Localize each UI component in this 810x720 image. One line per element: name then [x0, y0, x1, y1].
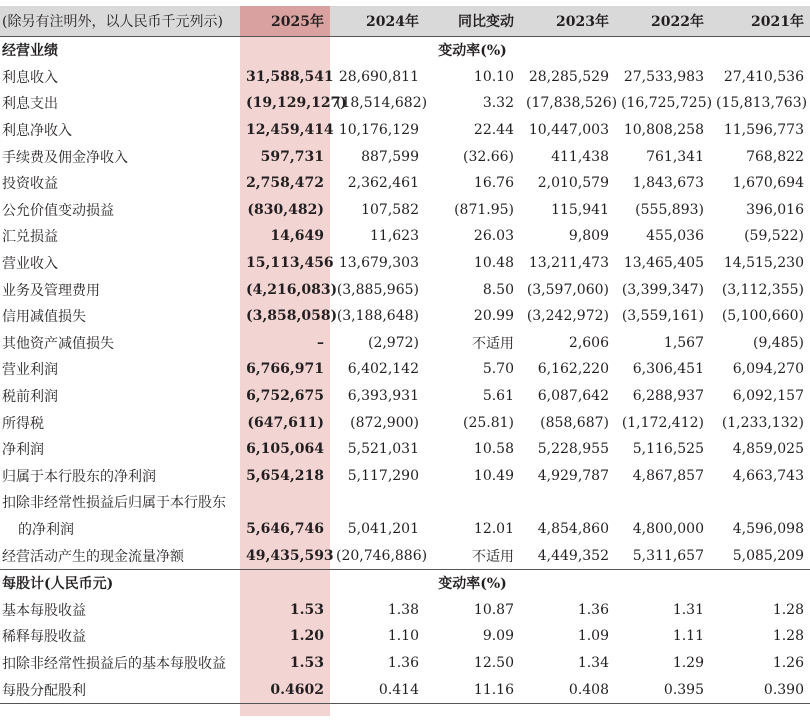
- row-label: 业务及管理费用: [2, 282, 100, 299]
- row-value-cell: (32.66): [462, 148, 514, 165]
- row-label: 利息收入: [2, 69, 58, 86]
- row-value-cell: 5,654,218: [246, 467, 324, 484]
- row-value-cell: 1.31: [672, 601, 704, 618]
- row-value-cell: 4,449,352: [537, 547, 609, 564]
- section-blank-cell: [520, 37, 615, 64]
- row-value-cell: 597,731: [260, 148, 324, 165]
- header-label: (除另有注明外，以人民币千元列示): [0, 6, 240, 37]
- row-value-cell: (3,885,965): [336, 281, 419, 298]
- row-value-cell: 11.16: [425, 676, 520, 703]
- row-value-cell: 10.58: [473, 441, 514, 458]
- table-row: [0, 436, 810, 463]
- table-row: [0, 623, 810, 650]
- row-value-cell: 5,521,031: [347, 441, 419, 458]
- row-value-cell: 8.50: [482, 281, 514, 298]
- row-value-cell: (3,858,058): [246, 308, 338, 325]
- row-label: 扣除非经常性损益后的基本每股收益: [2, 655, 226, 672]
- row-value-cell: 10.87: [473, 601, 514, 618]
- row-label: 营业利润: [2, 362, 58, 379]
- row-value-cell: 2,362,461: [347, 175, 419, 192]
- row-value-cell: 4,663,743: [732, 467, 804, 484]
- row-value-cell: 4,859,025: [732, 441, 804, 458]
- table-row: [0, 64, 810, 91]
- row-label: 净利润: [2, 442, 44, 459]
- section-title: 每股计(人民币元): [0, 569, 240, 596]
- row-value-cell: 1.34: [577, 654, 609, 671]
- table-row: [0, 143, 810, 170]
- row-value-cell: (4,216,083): [246, 281, 338, 298]
- row-label: 经营活动产生的现金流量净额: [2, 548, 184, 565]
- row-value-cell: (830,482): [247, 201, 324, 218]
- row-value-cell: 6,092,157: [732, 388, 804, 405]
- row-value-cell: 4,596,098: [732, 520, 804, 537]
- row-value-cell: 1.28: [772, 628, 804, 645]
- section-blank-cell: [520, 569, 615, 596]
- table-row: [0, 650, 810, 677]
- row-value-cell: (15,813,763): [716, 95, 808, 112]
- row-value-cell: 0.408: [520, 676, 615, 703]
- row-value-cell: 6,393,931: [347, 388, 419, 405]
- table-row: [0, 276, 810, 303]
- row-value-cell: 10.48: [473, 255, 514, 272]
- section-header-row: [0, 37, 810, 64]
- table-row: [0, 463, 810, 490]
- row-value-cell: 10,176,129: [338, 122, 419, 139]
- row-value-cell: 不适用: [472, 335, 514, 352]
- row-value-cell: 5,117,290: [347, 467, 419, 484]
- row-value-cell: 5,646,746: [246, 520, 324, 537]
- row-value-cell: 3.32: [482, 95, 514, 112]
- row-value-cell: 455,036: [646, 228, 704, 245]
- row-value-cell: (555,893): [635, 201, 704, 218]
- row-value-cell: 12,459,414: [246, 122, 334, 139]
- row-value-cell: 2,606: [568, 334, 609, 351]
- row-value-cell: (18,514,682): [336, 95, 428, 112]
- row-value-cell: (3,399,347): [621, 281, 704, 298]
- row-label: 每股分配股利: [0, 676, 240, 703]
- row-value-cell: (5,100,660): [721, 308, 804, 325]
- row-value-cell: 411,438: [551, 148, 609, 165]
- row-value-cell: 2,010,579: [537, 175, 609, 192]
- row-value-cell: 9,809: [568, 228, 609, 245]
- row-value-cell: (19,129,127): [246, 95, 347, 112]
- row-value-cell: 6,766,971: [246, 361, 324, 378]
- row-value-cell: 28,285,529: [528, 68, 609, 85]
- row-label: 归属于本行股东的净利润: [2, 468, 156, 485]
- row-value-cell: 5,311,657: [632, 547, 704, 564]
- section-blank-cell: [710, 37, 810, 64]
- row-value-cell: 9.09: [482, 628, 514, 645]
- table-row: [0, 90, 810, 117]
- section-blank-cell: [615, 569, 710, 596]
- row-value-cell: (25.81): [462, 414, 514, 431]
- row-label: 信用减值损失: [2, 309, 86, 326]
- header-year-2022: 2022年: [615, 6, 710, 37]
- row-value-cell: 28,690,811: [338, 68, 419, 85]
- row-label: 基本每股收益: [2, 602, 86, 619]
- row-value-cell: 4,854,860: [537, 520, 609, 537]
- row-label: 公允价值变动损益: [2, 202, 114, 219]
- row-value-cell: –: [317, 334, 324, 351]
- row-label: 税前利润: [2, 389, 58, 406]
- row-value-cell: 1.09: [577, 628, 609, 645]
- row-value-cell: 0.4602: [240, 676, 330, 703]
- table-row: [0, 542, 810, 569]
- row-value-cell: 1.29: [672, 654, 704, 671]
- row-value-cell: 4,800,000: [632, 520, 704, 537]
- row-value-cell: (3,188,648): [336, 308, 419, 325]
- row-value-cell: 20.99: [473, 308, 514, 325]
- row-value-cell: 0.390: [710, 676, 810, 703]
- row-value-cell: [330, 489, 425, 516]
- row-value-cell: (647,611): [247, 414, 324, 431]
- section-blank-cell: [330, 569, 425, 596]
- row-value-cell: 12.01: [473, 520, 514, 537]
- row-value-cell: 1.10: [387, 628, 419, 645]
- row-value-cell: 6,752,675: [246, 388, 324, 405]
- row-label: 的净利润: [18, 521, 74, 538]
- row-value-cell: 6,162,220: [537, 361, 609, 378]
- table-row: [0, 489, 810, 516]
- row-value-cell: 26.03: [473, 228, 514, 245]
- row-value-cell: 6,094,270: [732, 361, 804, 378]
- row-value-cell: 16.76: [473, 175, 514, 192]
- table-body: [0, 37, 810, 704]
- row-value-cell: 5.70: [482, 361, 514, 378]
- table-row: [0, 223, 810, 250]
- row-label: 汇兑损益: [2, 229, 58, 246]
- section-blank-cell: [710, 569, 810, 596]
- row-value-cell: 6,288,937: [632, 388, 704, 405]
- row-value-cell: 不适用: [472, 548, 514, 565]
- row-value-cell: [240, 489, 330, 516]
- row-value-cell: 1.53: [289, 601, 324, 618]
- row-value-cell: 1,567: [663, 334, 704, 351]
- row-value-cell: (872,900): [350, 414, 419, 431]
- row-value-cell: 49,435,593: [246, 547, 334, 564]
- table-row: [0, 303, 810, 330]
- row-value-cell: (16,725,725): [621, 95, 713, 112]
- row-value-cell: (2,972): [367, 334, 419, 351]
- section-blank-cell: [240, 569, 330, 596]
- header-year-2024: 2024年: [330, 6, 425, 37]
- section-blank-cell: [240, 37, 330, 64]
- section-blank-cell: [615, 37, 710, 64]
- row-value-cell: [710, 489, 810, 516]
- row-label: 其他资产减值损失: [2, 335, 114, 352]
- row-value-cell: 396,016: [746, 201, 804, 218]
- table-row: [0, 330, 810, 357]
- section-change-label: 变动率(%): [425, 569, 520, 596]
- row-value-cell: 27,410,536: [723, 68, 804, 85]
- row-value-cell: 1,670,694: [732, 175, 804, 192]
- table-row: [0, 676, 810, 703]
- row-value-cell: 11,596,773: [723, 122, 804, 139]
- row-value-cell: 15,113,456: [246, 255, 334, 272]
- table-row: [0, 356, 810, 383]
- row-value-cell: 0.414: [330, 676, 425, 703]
- row-value-cell: 4,867,857: [632, 467, 704, 484]
- row-value-cell: 5,116,525: [632, 441, 704, 458]
- row-label: 扣除非经常性损益后归属于本行股东: [2, 495, 226, 512]
- section-change-label: 变动率(%): [438, 43, 507, 60]
- row-value-cell: 115,941: [551, 201, 609, 218]
- financial-table: [0, 6, 810, 704]
- row-value-cell: 6,306,451: [632, 361, 704, 378]
- row-value-cell: 13,465,405: [623, 255, 704, 272]
- row-value-cell: (858,687): [540, 414, 609, 431]
- row-value-cell: 31,588,541: [246, 68, 334, 85]
- row-value-cell: 10,447,003: [528, 122, 609, 139]
- row-value-cell: 2,758,472: [246, 175, 324, 192]
- row-value-cell: 13,211,473: [528, 255, 609, 272]
- row-value-cell: 6,402,142: [347, 361, 419, 378]
- row-value-cell: [425, 489, 520, 516]
- row-value-cell: (17,838,526): [526, 95, 618, 112]
- row-value-cell: 1.28: [772, 601, 804, 618]
- row-value-cell: 1.36: [577, 601, 609, 618]
- row-value-cell: 1.53: [289, 654, 324, 671]
- row-value-cell: 11,623: [370, 228, 419, 245]
- table-row: [0, 596, 810, 623]
- row-label: 利息支出: [2, 96, 58, 113]
- row-value-cell: 1.11: [672, 628, 704, 645]
- table-row: [0, 516, 810, 543]
- section-header-row: [0, 569, 810, 596]
- row-label: 营业收入: [2, 256, 58, 273]
- row-value-cell: 761,341: [646, 148, 704, 165]
- row-value-cell: (871.95): [454, 201, 514, 218]
- header-year-2021: 2021年: [710, 6, 810, 37]
- row-value-cell: 768,822: [746, 148, 804, 165]
- table-row: [0, 409, 810, 436]
- row-value-cell: 14,649: [270, 228, 324, 245]
- row-value-cell: [520, 489, 615, 516]
- row-value-cell: 1,843,673: [632, 175, 704, 192]
- row-value-cell: 22.44: [473, 122, 514, 139]
- row-value-cell: 6,105,064: [246, 441, 324, 458]
- row-value-cell: 10.49: [473, 467, 514, 484]
- row-value-cell: (3,242,972): [526, 308, 609, 325]
- row-value-cell: 1.26: [772, 654, 804, 671]
- header-year-2025: 2025年: [240, 6, 330, 37]
- row-value-cell: 12.50: [473, 654, 514, 671]
- row-value-cell: 887,599: [361, 148, 419, 165]
- row-value-cell: 0.395: [615, 676, 710, 703]
- row-value-cell: 5,041,201: [347, 520, 419, 537]
- section-title: 经营业绩: [2, 43, 58, 60]
- row-value-cell: 4,929,787: [537, 467, 609, 484]
- row-label: 投资收益: [2, 176, 58, 193]
- row-value-cell: (3,597,060): [526, 281, 609, 298]
- row-value-cell: 10,808,258: [623, 122, 704, 139]
- table-row: [0, 117, 810, 144]
- row-value-cell: (3,112,355): [721, 281, 804, 298]
- header-change: 同比变动: [425, 6, 520, 37]
- table-row: [0, 250, 810, 277]
- section-blank-cell: [330, 37, 425, 64]
- row-value-cell: (59,522): [744, 228, 804, 245]
- row-label: 稀释每股收益: [2, 629, 86, 646]
- row-value-cell: (9,485): [752, 334, 804, 351]
- row-value-cell: 107,582: [361, 201, 419, 218]
- row-value-cell: 13,679,303: [338, 255, 419, 272]
- row-value-cell: 1.20: [289, 628, 324, 645]
- row-value-cell: 1.38: [387, 601, 419, 618]
- row-label: 利息净收入: [2, 123, 72, 140]
- table-row: [0, 197, 810, 224]
- row-value-cell: (1,233,132): [721, 414, 804, 431]
- row-value-cell: 5,228,955: [537, 441, 609, 458]
- row-value-cell: 6,087,642: [537, 388, 609, 405]
- row-value-cell: 5,085,209: [732, 547, 804, 564]
- row-value-cell: (3,559,161): [621, 308, 704, 325]
- table-row: [0, 383, 810, 410]
- header-year-2023: 2023年: [520, 6, 615, 37]
- row-value-cell: (1,172,412): [621, 414, 704, 431]
- row-value-cell: 14,515,230: [723, 255, 804, 272]
- row-value-cell: (20,746,886): [336, 547, 428, 564]
- header-row: [0, 6, 810, 37]
- row-value-cell: 10.10: [473, 68, 514, 85]
- row-value-cell: 27,533,983: [623, 68, 704, 85]
- row-label: 所得税: [2, 415, 44, 432]
- row-value-cell: 1.36: [387, 654, 419, 671]
- row-label: 手续费及佣金净收入: [2, 149, 128, 166]
- row-value-cell: 5.61: [482, 388, 514, 405]
- table-row: [0, 170, 810, 197]
- row-value-cell: [615, 489, 710, 516]
